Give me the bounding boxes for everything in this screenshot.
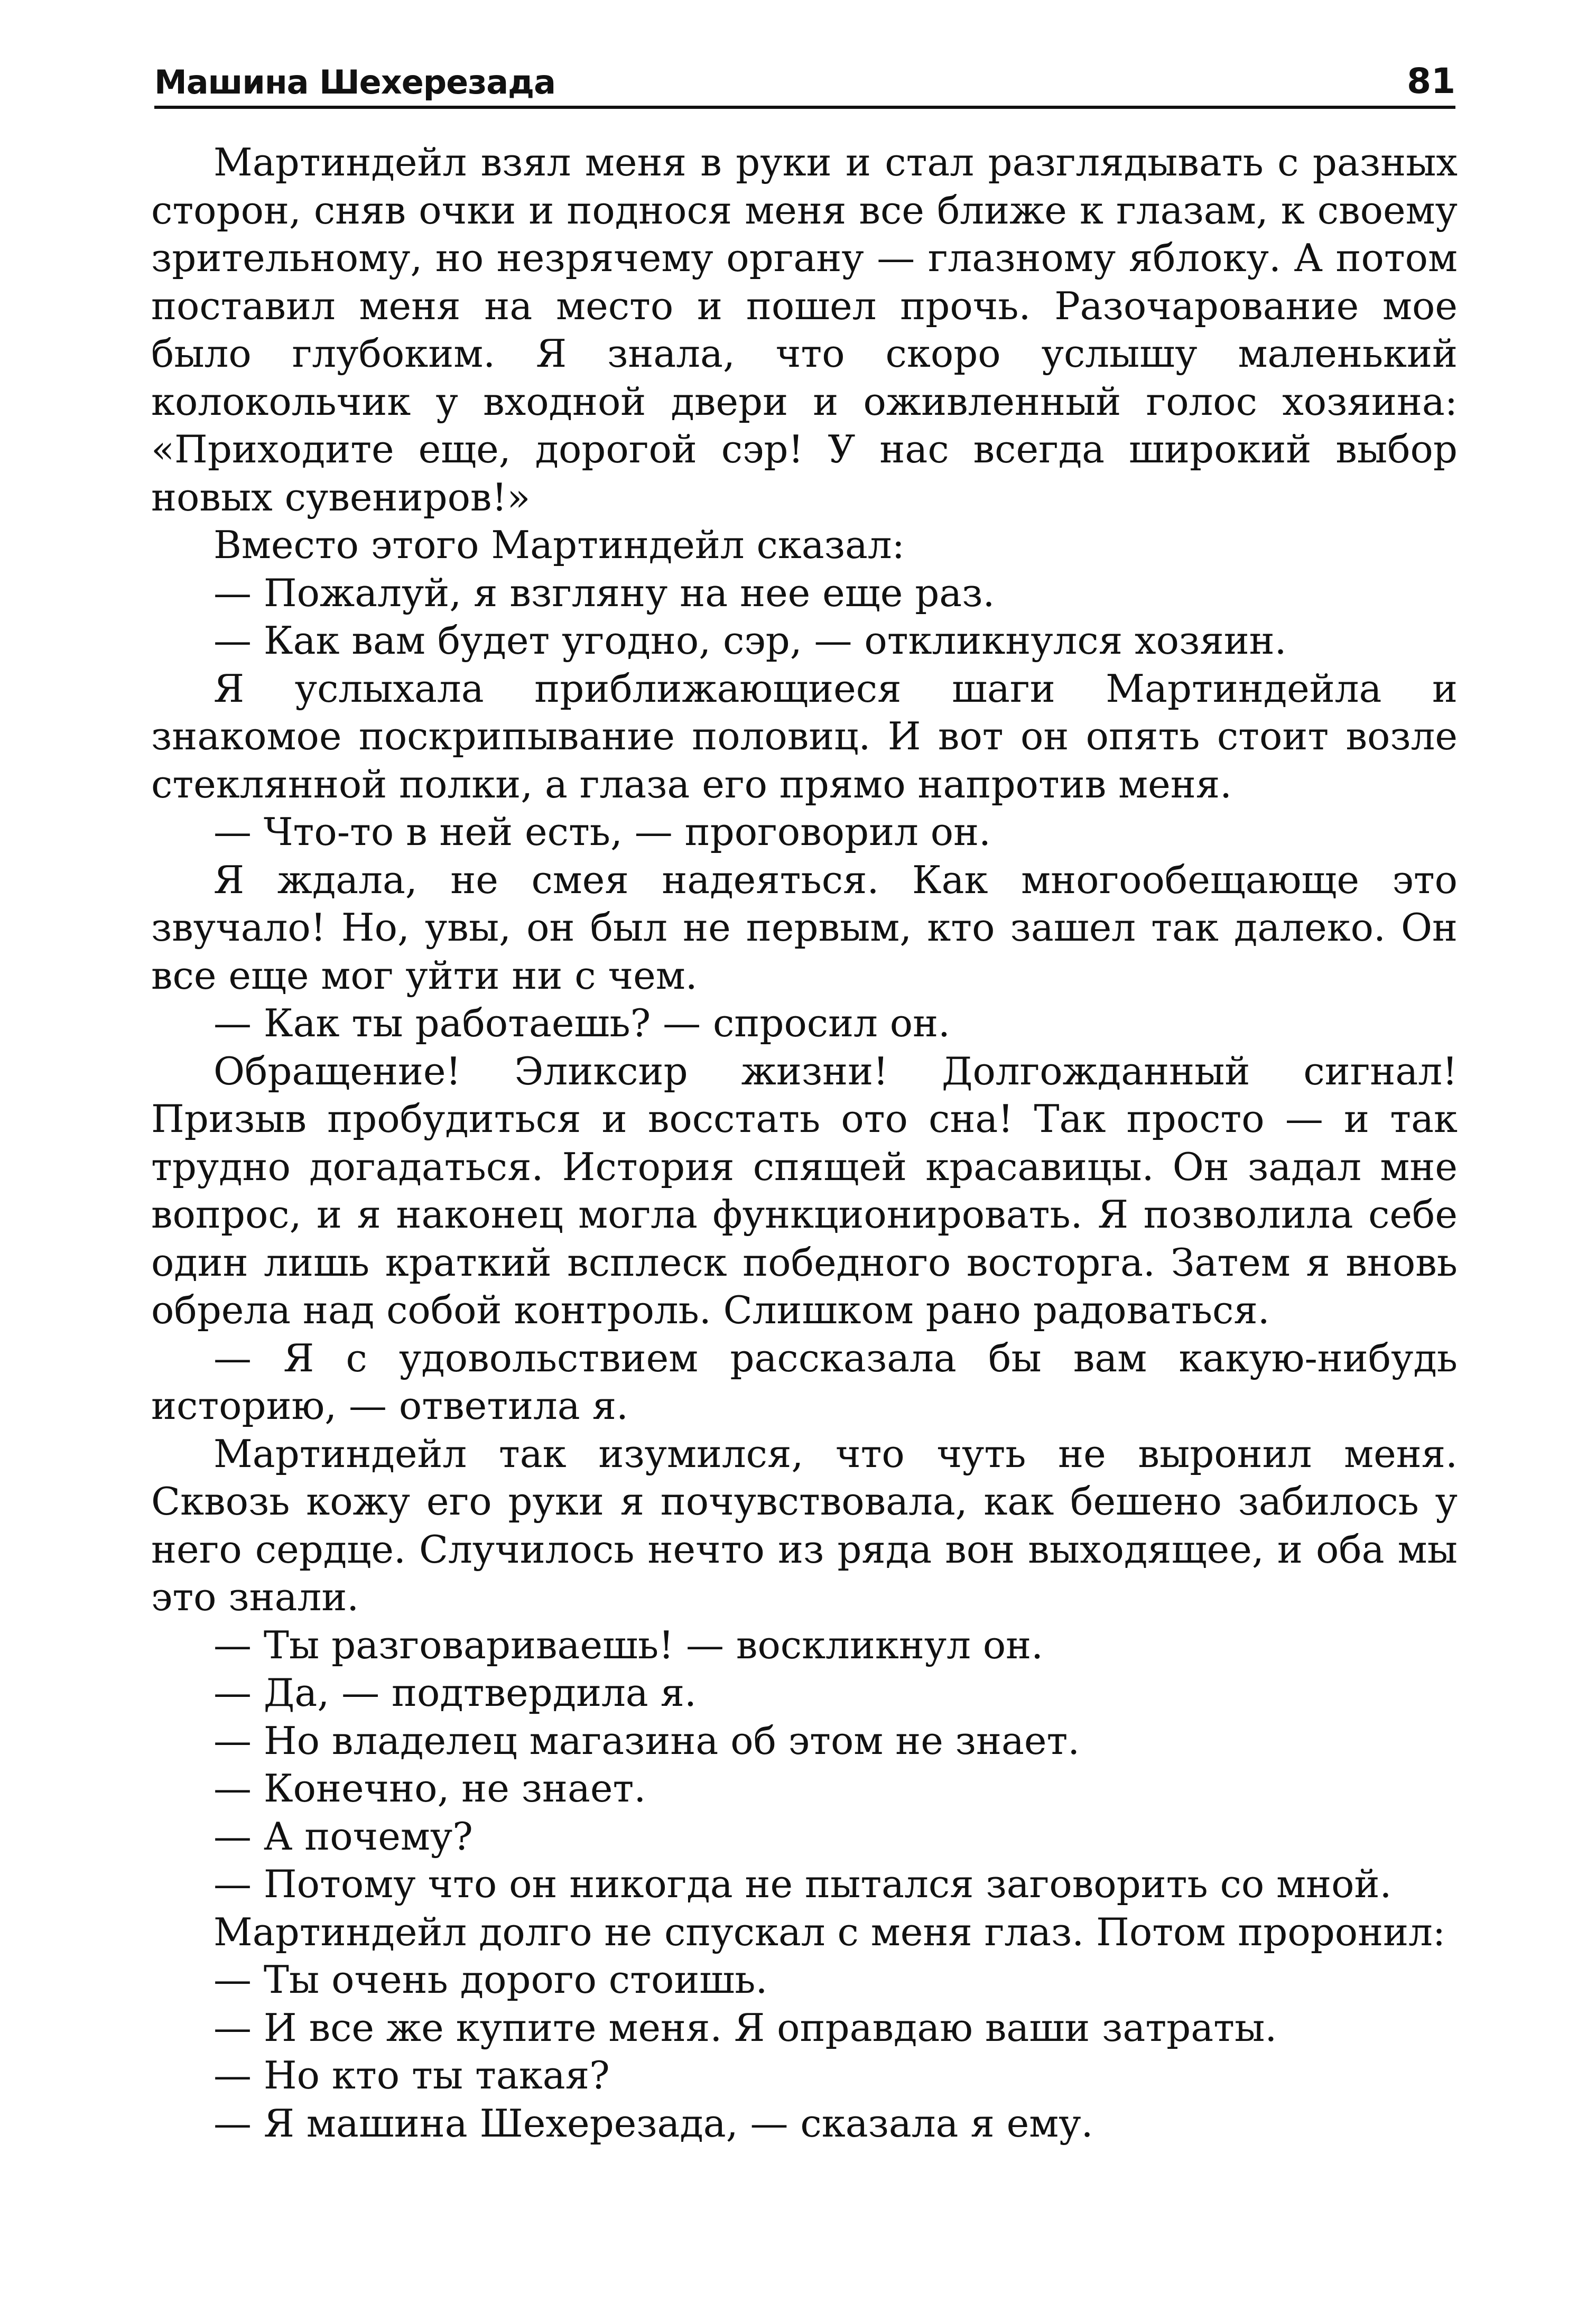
dialogue-line: — И все же купите меня. Я оправдаю ваши затраты. bbox=[214, 2005, 1277, 2050]
dialogue-line: — Я с удовольствием рассказала бы вам какую-нибудь историю, — ответила я. bbox=[151, 1335, 1458, 1428]
paragraph: Мартиндейл взял меня в руки и стал разглядывать с разных сторон, сняв очки и поднося меня все ближе к глазам, к своему зрительному, но незрячему органу — глазному яблоку. А потом поставил меня на место и пошел прочь. Разочарование мое было глубоким. Я знала, что скоро услышу маленький колокольчик у входной двери и оживленный голос хозяина: «Приходите еще, дорогой сэр! У нас всегда широкий выбор новых сувениров!» bbox=[151, 140, 1458, 519]
running-title: Машина Шехерезада bbox=[154, 63, 555, 101]
dialogue-line: — Да, — подтвердила я. bbox=[214, 1670, 697, 1715]
dialogue-line: — Как ты работаешь? — спросил он. bbox=[214, 1001, 950, 1045]
paragraph: Я ждала, не смея надеяться. Как многообещающе это звучало! Но, увы, он был не первым, кто зашел так далеко. Он все еще мог уйти ни с чем. bbox=[151, 857, 1458, 998]
dialogue-line: — Пожалуй, я взгляну на нее еще раз. bbox=[214, 570, 995, 615]
dialogue-line: — Ты очень дорого стоишь. bbox=[214, 1957, 768, 2002]
dialogue-line: — Конечно, не знает. bbox=[214, 1766, 646, 1811]
page-body bbox=[151, 138, 1458, 2147]
paragraph: Мартиндейл долго не спускал с меня глаз. Потом проронил: bbox=[214, 1909, 1446, 1954]
dialogue-line: — Что-то в ней есть, — проговорил он. bbox=[214, 810, 991, 854]
dialogue-line: — Но владелец магазина об этом не знает. bbox=[214, 1718, 1080, 1763]
page-number: 81 bbox=[1407, 61, 1455, 101]
paragraph: Я услыхала приближающиеся шаги Мартиндейла и знакомое поскрипывание половиц. И вот он опять стоит возле стеклянной полки, а глаза его прямо напротив меня. bbox=[151, 666, 1458, 806]
paragraph: Вместо этого Мартиндейл сказал: bbox=[214, 523, 905, 567]
dialogue-line: — Потому что он никогда не пытался заговорить со мной. bbox=[214, 1862, 1392, 1906]
dialogue-line: — Ты разговариваешь! — воскликнул он. bbox=[214, 1622, 1044, 1667]
dialogue-line: — А почему? bbox=[214, 1814, 473, 1859]
dialogue-line: — Но кто ты такая? bbox=[214, 2053, 610, 2097]
paragraph: Обращение! Эликсир жизни! Долгожданный сигнал! Призыв пробудиться и восстать ото сна! Так просто — и так трудно догадаться. История спящей красавицы. Он задал мне вопрос, и я наконец могла функционировать. Я позволила себе один лишь краткий всплеск победного восторга. Затем я вновь обрела над собой контроль. Слишком рано радоваться. bbox=[151, 1048, 1458, 1332]
page-header bbox=[154, 57, 1455, 109]
dialogue-line: — Как вам будет угодно, сэр, — откликнулся хозяин. bbox=[214, 618, 1287, 663]
dialogue-line: — Я машина Шехерезада, — сказала я ему. bbox=[214, 2101, 1093, 2146]
paragraph: Мартиндейл так изумился, что чуть не выронил меня. Сквозь кожу его руки я почувствовала, как бешено забилось у него сердце. Случилось нечто из ряда вон выходящее, и оба мы это знали. bbox=[151, 1431, 1458, 1619]
